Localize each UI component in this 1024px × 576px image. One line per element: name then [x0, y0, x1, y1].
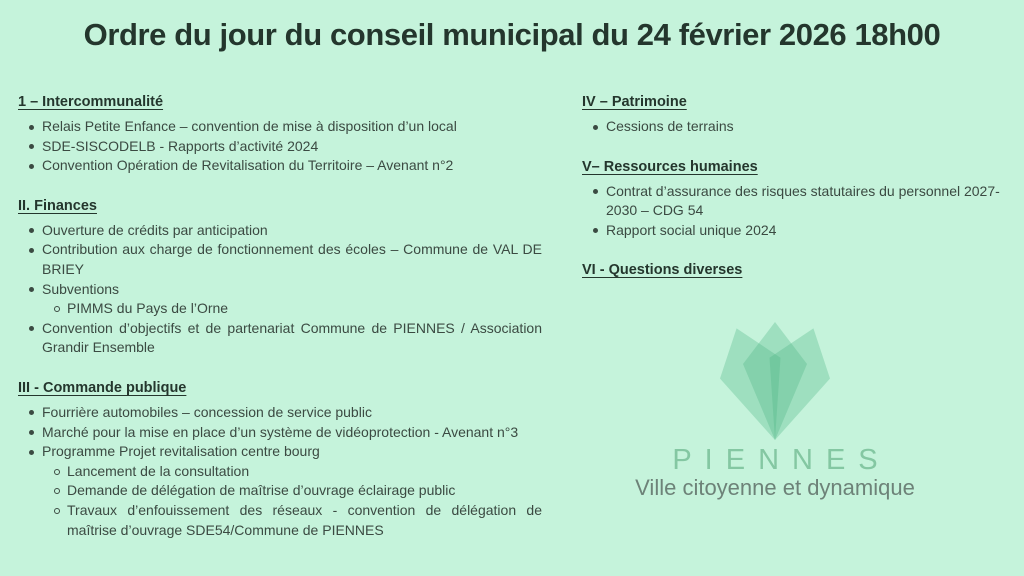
page-title: Ordre du jour du conseil municipal du 24 février 2026 18h00 — [83, 17, 941, 52]
agenda-section — [18, 93, 542, 176]
agenda-item: Programme Projet revitalisation centre bourg Lancement de la consultation Demande de délégation de maîtrise d’ouvrage éclairage public Travaux d’enfouissement des réseaux - convention de délégation de maîtrise d’ouvrage SDE54/Commune de PIENNES — [18, 442, 542, 540]
agenda-item: Convention d’objectifs et de partenariat Commune de PIENNES / Association Grandir Ensemble — [18, 319, 542, 358]
agenda-subitem-list — [42, 299, 542, 319]
section-heading: IV – Patrimoine — [582, 94, 687, 110]
agenda-item: Fourrière automobiles – concession de service public — [18, 403, 542, 423]
agenda-item: SDE-SISCODELB - Rapports d’activité 2024 — [18, 137, 542, 157]
agenda-section — [18, 197, 542, 358]
agenda-item: Ouverture de crédits par anticipation — [18, 221, 542, 241]
section-heading: 1 – Intercommunalité — [18, 94, 164, 110]
agenda-section — [582, 158, 1006, 241]
agenda-item: Convention Opération de Revitalisation du Territoire – Avenant n°2 — [18, 156, 542, 176]
section-heading: V– Ressources humaines — [582, 158, 758, 175]
logo-wordmark: PIENNES — [672, 444, 891, 476]
agenda-item: Rapport social unique 2024 — [582, 221, 1006, 241]
agenda-section — [582, 261, 1006, 280]
agenda-item: Marché pour la mise en place d’un système de vidéoprotection - Avenant n°3 — [18, 423, 542, 443]
piennes-logo — [627, 314, 923, 500]
agenda-item-list — [582, 117, 1006, 137]
agenda-subitem-list — [42, 462, 542, 540]
agenda-subitem: PIMMS du Pays de l’Orne — [42, 299, 542, 319]
logo-tagline: Ville citoyenne et dynamique — [635, 475, 915, 500]
agenda-section — [18, 379, 542, 540]
agenda-item: Cessions de terrains — [582, 117, 1006, 137]
agenda-subitem: Lancement de la consultation — [42, 462, 542, 482]
tulip-petals-icon — [627, 314, 923, 442]
agenda-subitem: Travaux d’enfouissement des réseaux - convention de délégation de maîtrise d’ouvrage SDE54/Commune de PIENNES — [42, 501, 542, 540]
agenda-item-list — [18, 221, 542, 358]
agenda-subitem: Demande de délégation de maîtrise d’ouvrage éclairage public — [42, 481, 542, 501]
left-column — [18, 93, 542, 561]
agenda-item: Subventions PIMMS du Pays de l’Orne — [18, 280, 542, 319]
agenda-item: Relais Petite Enfance – convention de mise à disposition d’un local — [18, 117, 542, 137]
section-heading: VI - Questions diverses — [582, 262, 743, 279]
agenda-item-list — [582, 182, 1006, 241]
section-heading: III - Commande publique — [18, 379, 187, 396]
agenda-item-list — [18, 403, 542, 540]
agenda-item: Contribution aux charge de fonctionnement des écoles – Commune de VAL DE BRIEY — [18, 240, 542, 279]
agenda-item: Contrat d’assurance des risques statutaires du personnel 2027-2030 – CDG 54 — [582, 182, 1006, 221]
agenda-item-list — [18, 117, 542, 176]
section-heading: II. Finances — [18, 197, 97, 214]
agenda-section — [582, 93, 1006, 137]
